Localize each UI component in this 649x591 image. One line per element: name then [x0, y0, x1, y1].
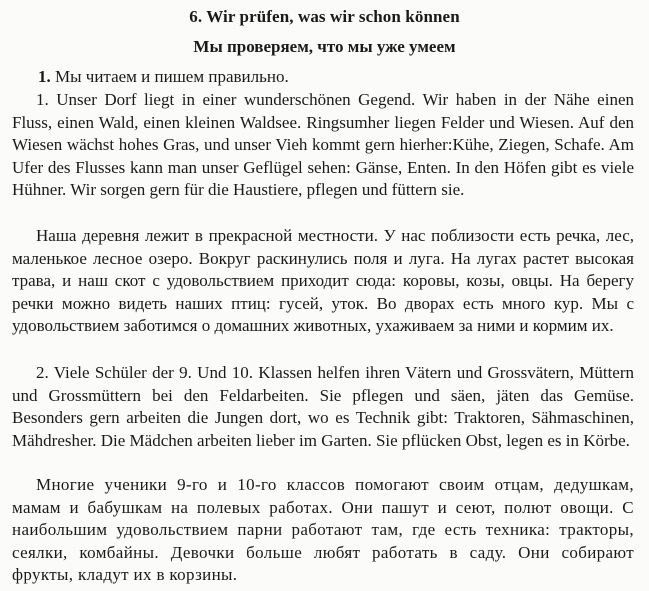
exercise-title: Мы читаем и пишем правильно.	[55, 67, 289, 86]
lesson-title-german: 6. Wir prüfen, was wir schon können	[189, 7, 460, 26]
paragraph-russian-1: Наша деревня лежит в прекрасной местности. У нас поблизости есть речка, лес, маленькое лесное озеро. Вокруг раскинулись поля и луга. На лугах растет высокая трава, и наш скот с удовольствием приходит сюда: коровы, козы, овцы. На берегу речки можно видеть наших птиц: гусей, уток. Во дворах есть много кур. Мы с удовольствием заботимся о домашних животных, ухаживаем за ними и кормим их.	[12, 226, 634, 336]
paragraph-german-2: 2. Viele Schüler der 9. Und 10. Klassen helfen ihren Vätern und Grossvätern, Müttern und Grossmüttern bei den Feldarbeiten. Sie pflegen und säen, jäten das Gemüse. Besonders gern arbeiten die Jungen dort, wo es Technik gibt: Traktoren, Sähmaschinen, Mähdresher. Die Mädchen arbeiten lieber im Garten. Sie pflücken Obst, legen es in Körbe.	[12, 363, 634, 450]
paragraph-russian-2: Многие ученики 9-го и 10-го классов помогают своим отцам, дедушкам, мамам и бабушкам на полевых работах. Они пашут и сеют, полют овощи. С наибольшим удовольствием парни работают там, где есть техника: тракторы, сеялки, комбайны. Девочки больше любят работать в саду. Они собирают фрукты, кладут их в корзины.	[12, 475, 634, 585]
lesson-title-russian: Мы проверяем, что мы уже умеем	[193, 37, 456, 56]
paragraph-german-1: 1. Unser Dorf liegt in einer wunderschönen Gegend. Wir haben in der Nähe einen Fluss, einen Wald, einen kleinen Waldsee. Ringsumher liegen Felder und Wiesen. Auf den Wiesen wächst hohes Gras, und unser Vieh kommt gern hierher:Kühe, Ziegen, Schafe. Am Ufer des Flusses kann man unser Geflügel sehen: Gänse, Enten. In den Höfen gibt es viele Hühner. Wir sorgen gern für die Haustiere, pflegen und füttern sie.	[12, 90, 634, 200]
exercise-heading	[38, 66, 289, 88]
exercise-number: 1.	[38, 67, 51, 86]
